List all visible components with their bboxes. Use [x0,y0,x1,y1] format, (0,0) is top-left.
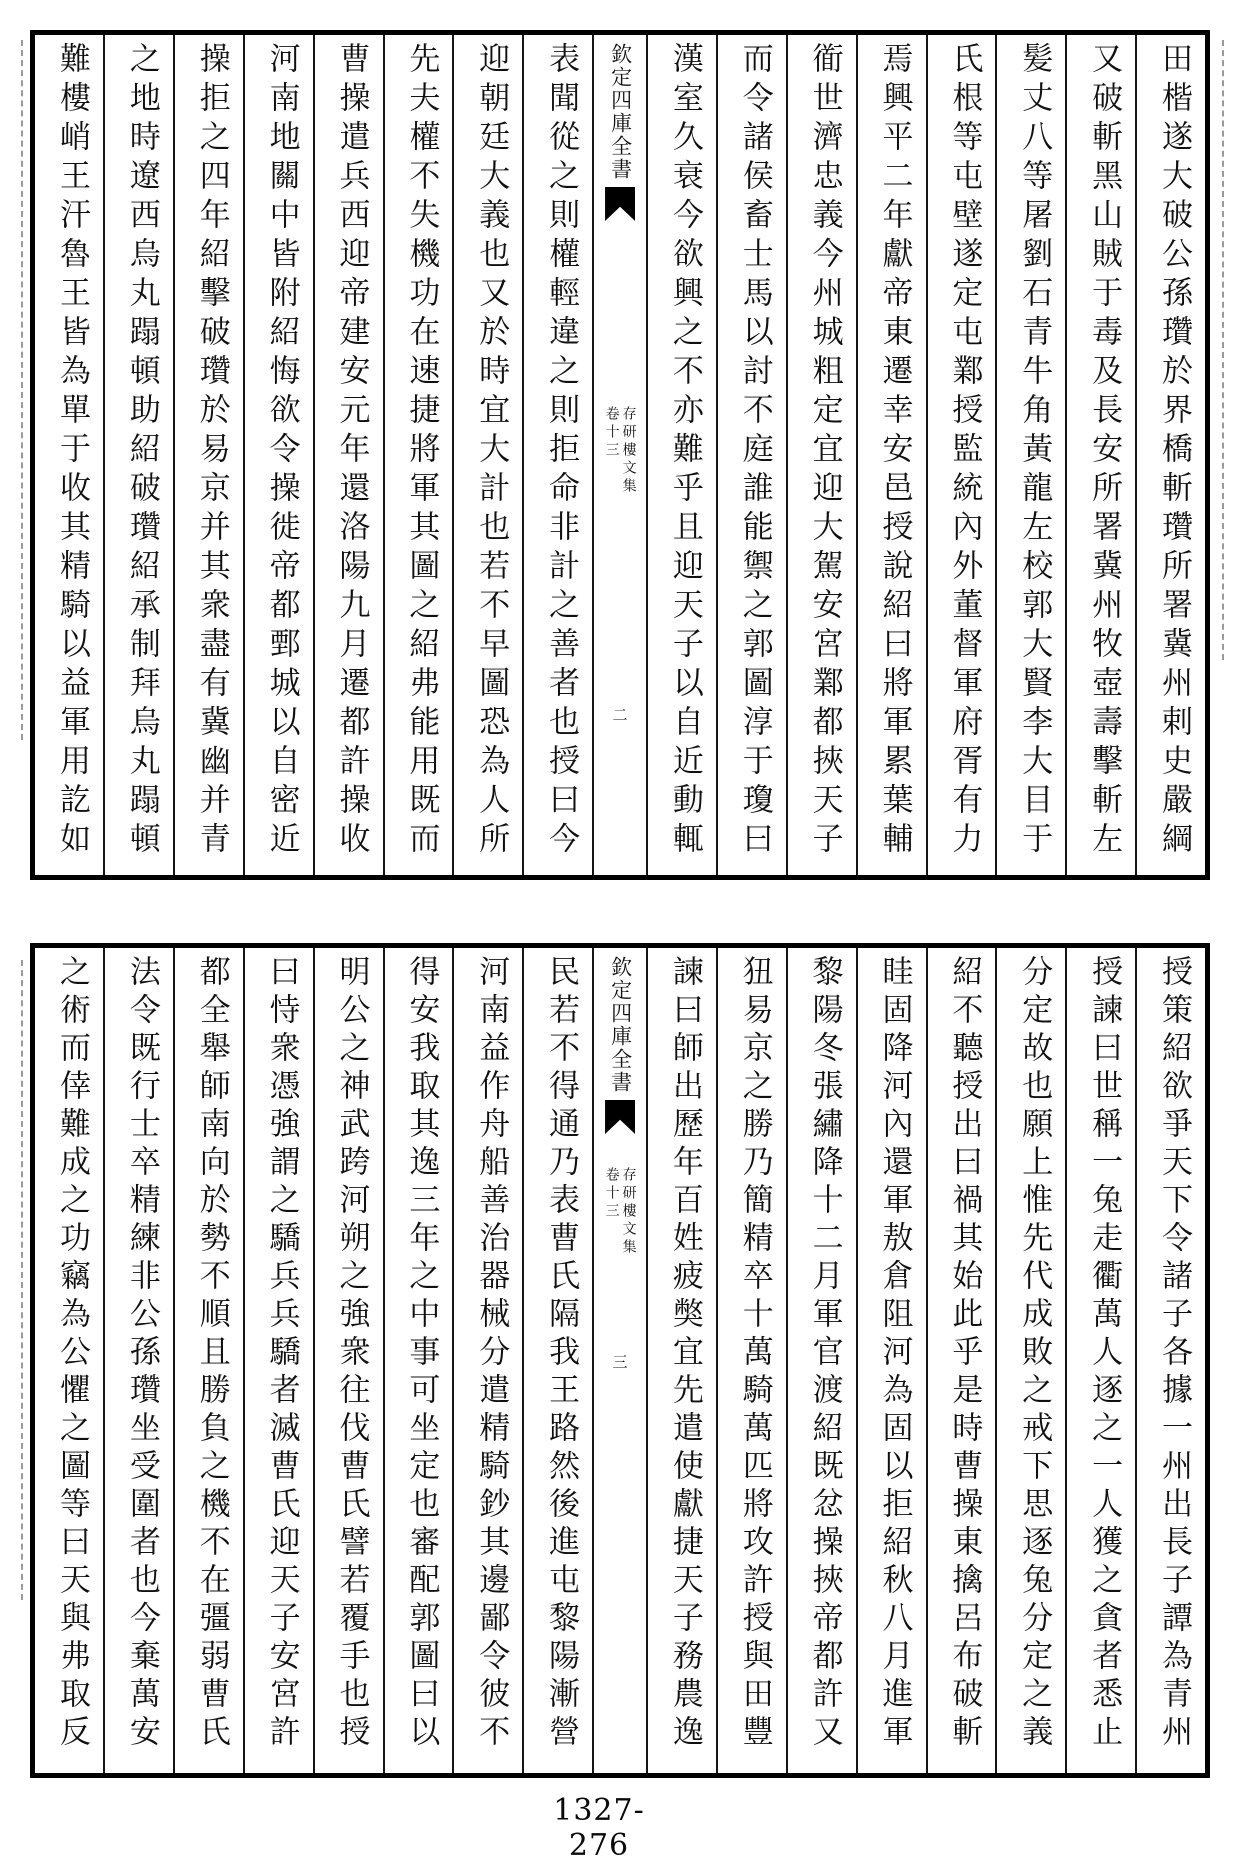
scan-artifact-line [1222,40,1224,660]
center-fold-column [594,948,648,1773]
text-column: 田楷遂大破公孫瓚於界橋斬瓚所署冀州剌史嚴綱 [1156,42,1192,861]
book-title: 存研樓文集 [620,406,637,496]
text-column: 曰恃衆憑強謂之驕兵兵驕者滅曹氏迎天子安宮許 [245,948,315,1773]
text-column: 明公之神武跨河朔之強衆往伐曹氏譬若覆手也授 [315,948,385,1773]
text-column: 而令諸侯畜士馬以討不庭誰能禦之郭圖淳于瓊曰 [718,35,788,875]
leaf-number: 二 [612,706,628,724]
text-column: 衜世濟忠義今州城粗定宜迎大駕安宮鄴都挾天子 [788,35,858,875]
scan-artifact-line [21,40,23,740]
siku-title: 欽定四庫全書 [608,43,633,181]
text-column: 民若不得通乃表曹氏隔我王路然後進屯黎陽漸營 [524,948,594,1773]
text-column: 又破斬黑山賊于毒及長安所署冀州牧壺壽擊斬左 [1067,35,1137,875]
text-column: 授諫曰世稱一兔走衢萬人逐之一人獲之貪者悉止 [1067,948,1137,1773]
text-column: 都全舉師南向於勢不順且勝負之機不在彊弱曹氏 [175,948,245,1773]
text-column: 分定故也願上惟先代成敗之戒下思逐兔分定之義 [997,948,1067,1773]
text-column: 操拒之四年紹擊破瓚於易京并其衆盡有冀幽并青 [175,35,245,875]
text-column: 之術而倖難成之功竊為公懼之圖等曰天與弗取反 [35,948,105,1773]
siku-title: 欽定四庫全書 [608,956,633,1094]
text-column: 紹不聽授出曰禍其始此乎是時曹操東擒呂布破斬 [928,948,998,1773]
text-column: 諫曰師出歷年百姓疲獘宜先遣使獻捷天子務農逸 [648,948,718,1773]
page-number: 1327-276 [553,1793,645,1863]
fishtail-icon [605,1100,635,1134]
text-column: 之地時遼西烏丸蹋頓助紹破瓚紹承制拜烏丸蹋頓 [105,35,175,875]
text-column: 表聞從之則權輕違之則拒命非計之善者也授曰今 [524,35,594,875]
center-fold-column [594,35,648,875]
text-column: 焉興平二年獻帝東遷幸安邑授說紹曰將軍累葉輔 [858,35,928,875]
book-title: 存研樓文集 [620,1167,637,1257]
text-column: 氏根等屯壁遂定屯鄴授監統內外董督軍府胥有力 [928,35,998,875]
juan-number: 卷十三 [603,1167,620,1221]
text-column: 眭固降河內還軍敖倉阻河為固以拒紹秋八月進軍 [858,948,928,1773]
scan-artifact-line [21,960,23,1600]
text-column: 難樓峭王汗魯王皆為單于收其精騎以益軍用訖如 [35,35,105,875]
text-column: 河南益作舟船善治器械分遣精騎鈔其邊鄙令彼不 [454,948,524,1773]
text-column: 得安我取其逸三年之中事可坐定也審配郭圖曰以 [385,948,455,1773]
text-column: 法令既行士卒精練非公孫瓚坐受圍者也今棄萬安 [105,948,175,1773]
text-column: 授策紹欲爭天下令諸子各據一州出長子譚為青州 [1156,955,1192,1753]
text-column: 漢室久衰今欲興之不亦難乎且迎天子以自近動輒 [648,35,718,875]
juan-number: 卷十三 [603,406,620,460]
upper-page-block [30,30,1210,880]
leaf-number: 三 [612,1353,628,1371]
text-column: 迎朝廷大義也又於時宜大計也若不早圖恐為人所 [454,35,524,875]
text-column: 狃易京之勝乃簡精卒十萬騎萬匹將攻許授與田豐 [718,948,788,1773]
fishtail-icon [605,187,635,221]
text-column: 黎陽冬張繡降十二月軍官渡紹既忿操挾帝都許又 [788,948,858,1773]
text-column: 曹操遣兵西迎帝建安元年還洛陽九月遷都許操收 [315,35,385,875]
text-column: 髪丈八等屠劉石青牛角黃龍左校郭大賢李大目于 [997,35,1067,875]
text-column: 先夫權不失機功在速捷將軍其圖之紹弗能用既而 [385,35,455,875]
text-column: 河南地關中皆附紹悔欲令操徙帝都鄄城以自密近 [245,35,315,875]
lower-page-block [30,943,1210,1778]
